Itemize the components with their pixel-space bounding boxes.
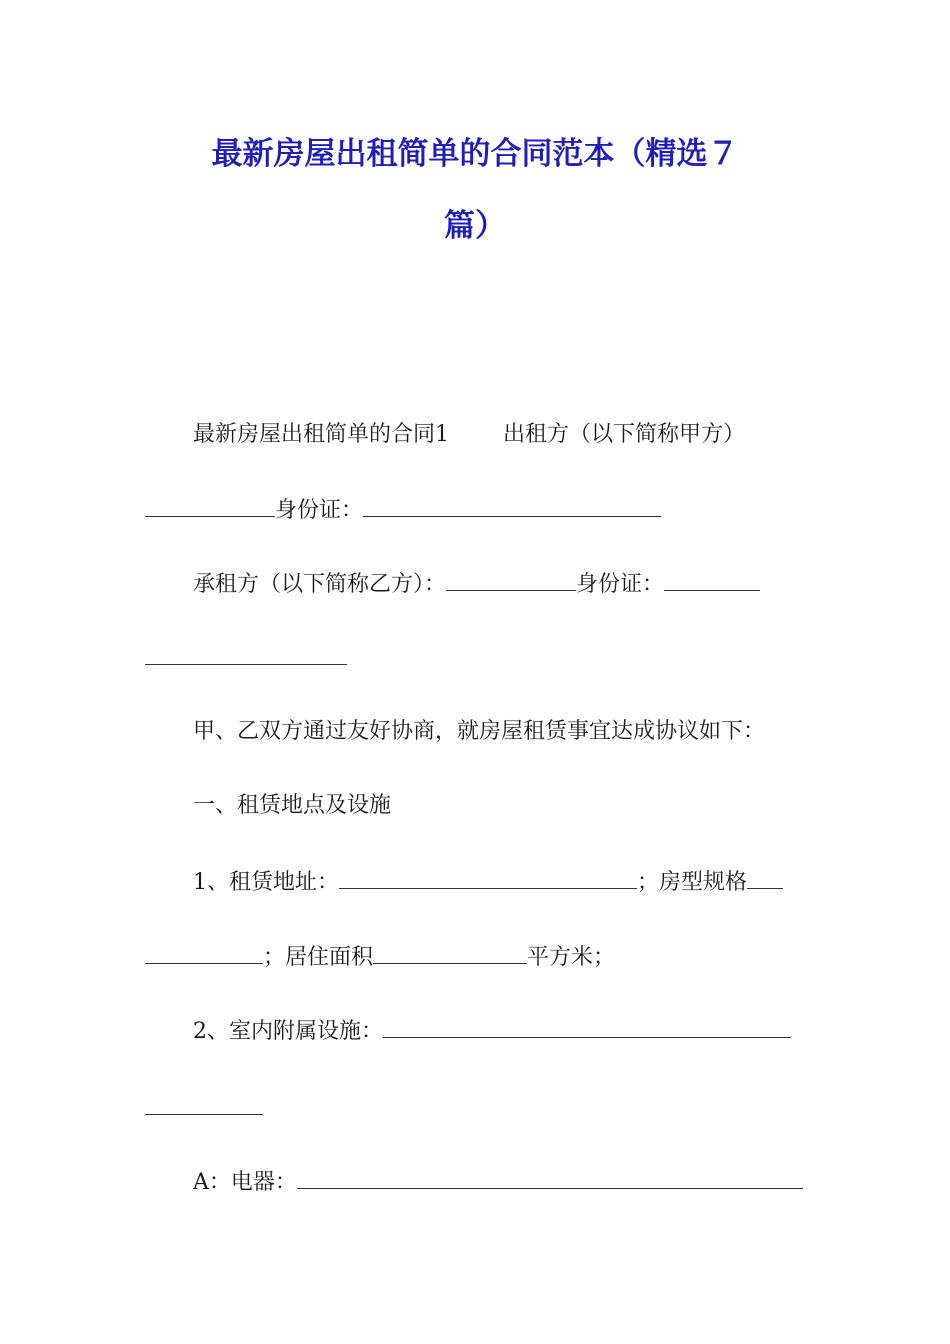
item-2-label: 2、室内附属设施： [193,1019,383,1044]
lessee-id-label: 身份证： [576,572,665,597]
item-2-continuation-line [145,1092,810,1124]
item-a-line [193,1166,810,1198]
section-heading: 最新房屋出租简单的合同1 [193,422,449,447]
room-type-blank[interactable] [747,866,783,889]
appliances-blank[interactable] [297,1166,803,1189]
lessee-label: 承租方（以下简称乙方）： [193,572,447,597]
lessor-id-label: 身份证： [275,498,364,523]
intro-paragraph: 甲、乙双方通过友好协商，就房屋租赁事宜达成协议如下： [193,719,766,744]
lessor-label: 出租方（以下简称甲方） [503,422,746,447]
article-1-heading: 一、租赁地点及设施 [193,793,392,818]
item-1-line [193,866,810,898]
room-type-label: ；房型规格 [637,870,748,895]
lessee-fields-line [193,568,810,600]
document-title-line-2: 篇） [444,208,506,244]
item-1-continuation-line [145,941,810,973]
address-blank[interactable] [339,866,637,889]
area-label: ；居住面积 [263,945,374,970]
section-heading-line [193,420,810,450]
lessor-name-blank[interactable] [145,494,275,517]
facilities-blank-continued[interactable] [145,1092,263,1115]
item-1-label: 1、租赁地址： [193,870,339,895]
area-blank[interactable] [373,941,527,964]
item-a-label: A：电器： [193,1170,297,1195]
item-2-line [193,1015,810,1047]
area-unit: 平方米； [527,945,616,970]
lessee-name-blank[interactable] [446,568,576,591]
document-title-line-1: 最新房屋出租简单的合同范本（精选７ [211,136,739,172]
lessor-id-blank[interactable] [363,494,661,517]
facilities-blank[interactable] [383,1015,791,1038]
lessee-id-blank-continued[interactable] [145,642,347,665]
lessee-id-continuation-line [145,642,810,674]
room-type-blank-continued[interactable] [145,941,263,964]
lessee-id-blank[interactable] [664,568,760,591]
lessor-fields-line [145,494,810,526]
